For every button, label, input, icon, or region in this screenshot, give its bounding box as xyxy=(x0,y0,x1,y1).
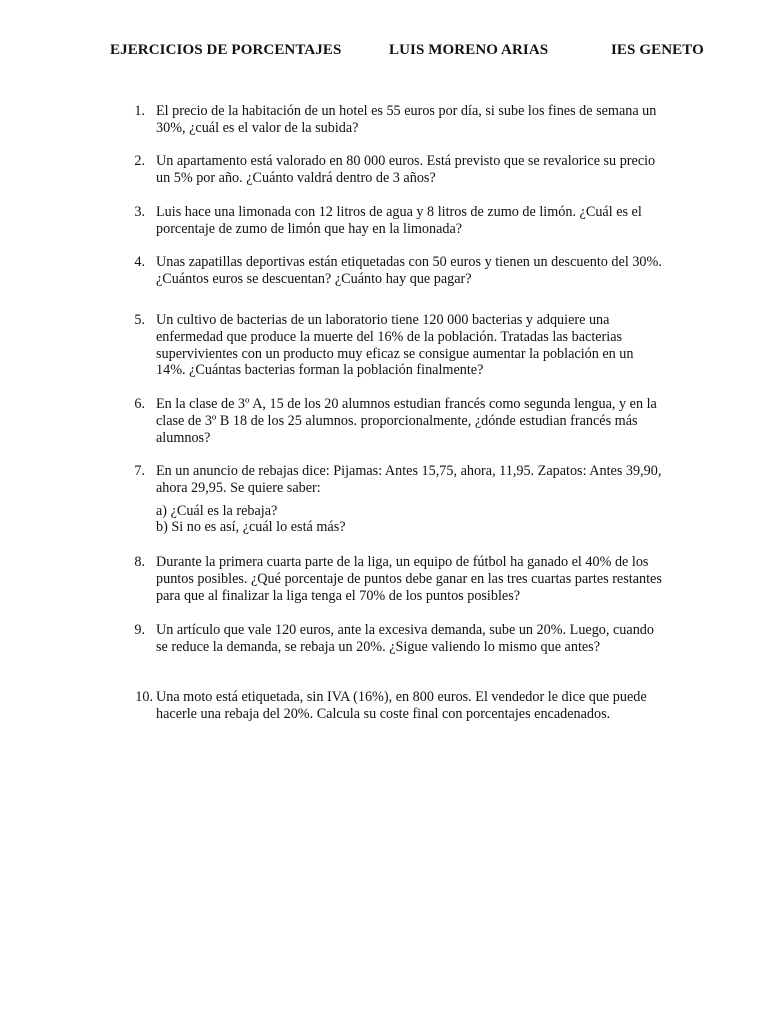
exercise-number: 7. xyxy=(134,463,145,479)
exercise-text: Un artículo que vale 120 euros, ante la excesiva demanda, sube un 20%. Luego, cuando se reduce la demanda, se rebaja un 20%. ¿Sigue valiendo lo mismo que antes? xyxy=(156,622,654,655)
exercise-text: Durante la primera cuarta parte de la liga, un equipo de fútbol ha ganado el 40% de los puntos posibles. ¿Qué porcentaje de puntos debe ganar en las tres cuartas partes restantes para que al finalizar la liga tenga el 70% de los puntos posibles? xyxy=(156,554,662,604)
exercise-text: Una moto está etiquetada, sin IVA (16%), en 800 euros. El vendedor le dice que puede hacerle una rebaja del 20%. Calcula su coste final con porcentajes encadenados. xyxy=(156,689,647,722)
subquestion-b: b) Si no es así, ¿cuál lo está más? xyxy=(156,519,346,536)
exercise-number: 6. xyxy=(134,396,145,412)
exercise-number: 5. xyxy=(134,312,145,328)
exercise-number: 4. xyxy=(134,254,145,270)
exercise-text: El precio de la habitación de un hotel es 55 euros por día, si sube los fines de semana un 30%, ¿cuál es el valor de la subida? xyxy=(156,103,657,136)
author-name: LUIS MORENO ARIAS xyxy=(389,42,549,58)
school-name: IES GENETO xyxy=(611,42,704,58)
document-title: EJERCICIOS DE PORCENTAJES xyxy=(110,42,342,58)
exercise-subquestions xyxy=(156,503,666,537)
exercise-text: Unas zapatillas deportivas están etiquetadas con 50 euros y tienen un descuento del 30%. ¿Cuántos euros se descuentan? ¿Cuánto hay que pagar? xyxy=(156,254,662,287)
subquestion-a: a) ¿Cuál es la rebaja? xyxy=(156,502,278,519)
exercise-text-block xyxy=(156,463,666,536)
exercise-text: En un anuncio de rebajas dice: Pijamas: Antes 15,75, ahora, 11,95. Zapatos: Antes 39,90, ahora 29,95. Se quiere saber: xyxy=(156,463,662,496)
exercise-number: 1. xyxy=(134,103,145,119)
exercise-text: Luis hace una limonada con 12 litros de agua y 8 litros de zumo de limón. ¿Cuál es el porcentaje de zumo de limón que hay en la limonada? xyxy=(156,204,642,237)
exercise-text: Un apartamento está valorado en 80 000 euros. Está previsto que se revalorice su precio un 5% por año. ¿Cuánto valdrá dentro de 3 años? xyxy=(156,153,656,186)
exercise-number: 9. xyxy=(134,622,145,638)
exercise-text: En la clase de 3º A, 15 de los 20 alumnos estudian francés como segunda lengua, y en la clase de 3º B 18 de los 25 alumnos. proporcionalmente, ¿dónde estudian francés más alumnos? xyxy=(156,396,657,446)
exercise-number: 2. xyxy=(134,153,145,169)
exercise-number: 3. xyxy=(134,204,145,220)
exercise-text: Un cultivo de bacterias de un laboratorio tiene 120 000 bacterias y adquiere una enfermedad que produce la muerte del 16% de la población. Tratadas las bacterias supervivientes con un producto muy eficaz se consigue aumentar la población en un 14%. ¿Cuántas bacterias forman la población finalmente? xyxy=(156,312,634,379)
exercise-number: 8. xyxy=(134,554,145,570)
document-header xyxy=(110,42,710,62)
exercise-number: 10. xyxy=(135,689,153,705)
